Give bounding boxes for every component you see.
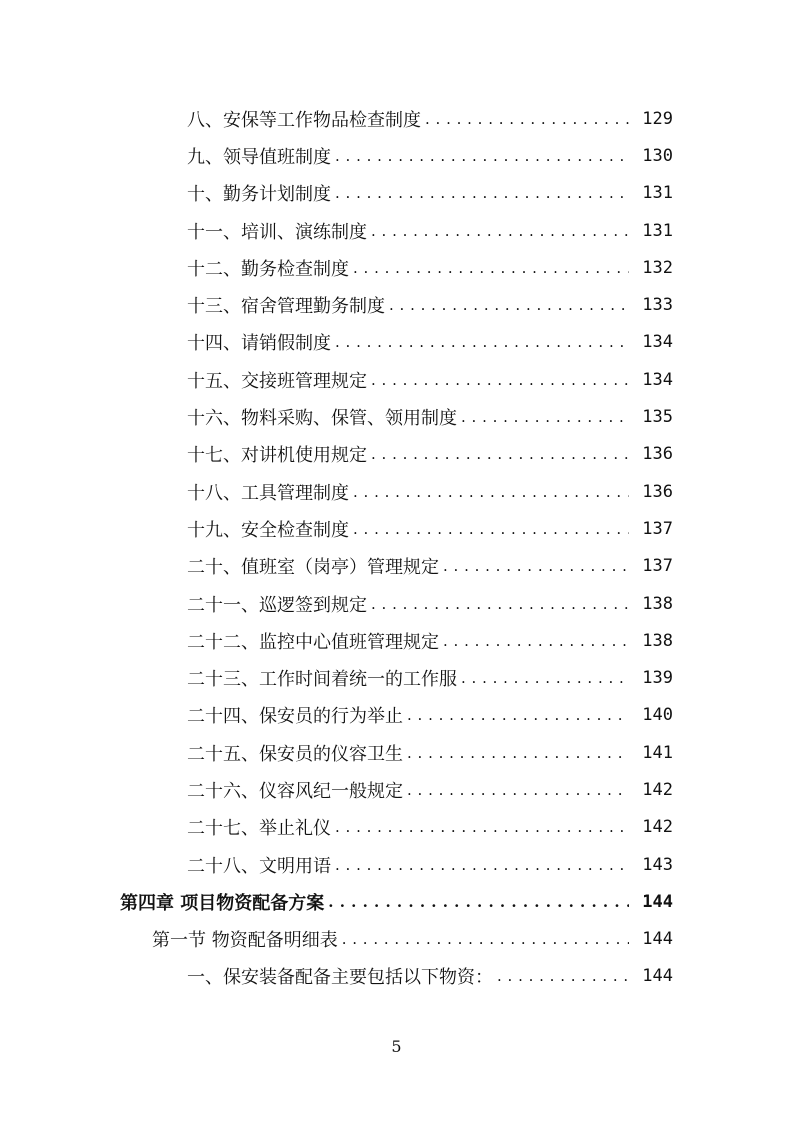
toc-entry-title: 九、领导值班制度 (187, 146, 331, 168)
toc-entry-page: 140 (642, 705, 673, 726)
toc-entry-page: 139 (642, 668, 673, 689)
toc-entry-title: 二十六、仪容风纪一般规定 (187, 780, 403, 802)
toc-entry-page: 144 (642, 929, 673, 950)
dot-leader (335, 856, 629, 874)
toc-entry-title: 二十三、工作时间着统一的工作服 (187, 669, 457, 691)
dot-leader (461, 408, 629, 426)
toc-entry-page: 141 (642, 742, 673, 763)
toc-entry[interactable] (187, 510, 673, 547)
toc-entry-title: 十、勤务计划制度 (187, 184, 331, 206)
toc-entry[interactable] (187, 958, 673, 995)
toc-entry-page: 142 (642, 817, 673, 838)
dot-leader (443, 632, 629, 650)
toc-entry-title: 十四、请销假制度 (187, 333, 331, 355)
toc-entry-title: 二十五、保安员的仪容卫生 (187, 743, 403, 765)
toc-entry[interactable] (187, 212, 673, 249)
toc-entry[interactable] (187, 398, 673, 435)
toc-entry[interactable] (120, 883, 673, 920)
toc-entry-page: 143 (642, 854, 673, 875)
toc-entry-title: 十六、物料采购、保管、领用制度 (187, 408, 457, 430)
toc-entry-title: 十三、宿舍管理勤务制度 (187, 296, 385, 318)
toc-entry[interactable] (187, 659, 673, 696)
toc-entry-title: 第四章 项目物资配备方案 (120, 892, 325, 914)
dot-leader (328, 893, 629, 911)
toc-entry-page: 136 (642, 444, 673, 465)
toc-entry[interactable] (187, 548, 673, 585)
toc-entry-page: 131 (642, 183, 673, 204)
toc-entry-page: 135 (642, 407, 673, 428)
dot-leader (407, 781, 629, 799)
toc-entry-title: 第一节 物资配备明细表 (152, 930, 338, 952)
toc-entry-title: 二十四、保安员的行为举止 (187, 706, 403, 728)
toc-entry-page: 129 (642, 108, 673, 129)
table-of-contents (0, 100, 793, 995)
toc-entry-page: 137 (642, 556, 673, 577)
toc-entry[interactable] (152, 921, 673, 958)
toc-entry[interactable] (187, 286, 673, 323)
toc-entry-page: 138 (642, 593, 673, 614)
toc-entry-page: 138 (642, 630, 673, 651)
toc-entry[interactable] (187, 697, 673, 734)
dot-leader (407, 744, 629, 762)
toc-entry-title: 二十二、监控中心值班管理规定 (187, 631, 439, 653)
dot-leader (335, 184, 629, 202)
dot-leader (353, 259, 629, 277)
toc-entry[interactable] (187, 622, 673, 659)
toc-entry-page: 134 (642, 332, 673, 353)
dot-leader (443, 557, 629, 575)
toc-entry-title: 二十七、举止礼仪 (187, 818, 331, 840)
dot-leader (371, 595, 629, 613)
toc-entry-title: 十八、工具管理制度 (187, 482, 349, 504)
dot-leader (425, 110, 629, 128)
toc-entry-page: 137 (642, 518, 673, 539)
toc-entry-page: 144 (642, 966, 673, 987)
toc-entry-page: 132 (642, 257, 673, 278)
toc-entry-title: 一、保安装备配备主要包括以下物资： (187, 967, 493, 989)
toc-entry-page: 130 (642, 145, 673, 166)
toc-entry[interactable] (187, 846, 673, 883)
toc-entry[interactable] (187, 361, 673, 398)
dot-leader (461, 669, 629, 687)
dot-leader (497, 967, 629, 985)
toc-entry-title: 十九、安全检查制度 (187, 519, 349, 541)
toc-entry[interactable] (187, 473, 673, 510)
toc-entry-page: 133 (642, 295, 673, 316)
toc-entry-title: 八、安保等工作物品检查制度 (187, 109, 421, 131)
toc-entry-title: 二十一、巡逻签到规定 (187, 594, 367, 616)
dot-leader (335, 333, 629, 351)
toc-entry[interactable] (187, 137, 673, 174)
toc-entry-page: 131 (642, 220, 673, 241)
dot-leader (353, 483, 629, 501)
dot-leader (407, 706, 629, 724)
toc-entry[interactable] (187, 436, 673, 473)
toc-entry[interactable] (187, 249, 673, 286)
toc-entry-page: 136 (642, 481, 673, 502)
dot-leader (342, 930, 629, 948)
dot-leader (371, 371, 629, 389)
toc-entry-title: 十一、培训、演练制度 (187, 221, 367, 243)
toc-entry[interactable] (187, 771, 673, 808)
toc-entry[interactable] (187, 585, 673, 622)
toc-entry-title: 十二、勤务检查制度 (187, 258, 349, 280)
toc-entry[interactable] (187, 324, 673, 361)
toc-entry-title: 十五、交接班管理规定 (187, 370, 367, 392)
toc-entry[interactable] (187, 809, 673, 846)
dot-leader (353, 520, 629, 538)
dot-leader (335, 818, 629, 836)
dot-leader (335, 147, 629, 165)
dot-leader (371, 445, 629, 463)
toc-entry-page: 142 (642, 779, 673, 800)
toc-entry-title: 十七、对讲机使用规定 (187, 445, 367, 467)
toc-entry[interactable] (187, 734, 673, 771)
dot-leader (371, 222, 629, 240)
dot-leader (389, 296, 629, 314)
toc-entry-page: 144 (642, 891, 673, 912)
toc-entry[interactable] (187, 175, 673, 212)
toc-entry-title: 二十八、文明用语 (187, 855, 331, 877)
page-number: 5 (391, 1037, 402, 1056)
toc-entry[interactable] (187, 100, 673, 137)
toc-entry-page: 134 (642, 369, 673, 390)
toc-entry-title: 二十、值班室（岗亭）管理规定 (187, 557, 439, 579)
